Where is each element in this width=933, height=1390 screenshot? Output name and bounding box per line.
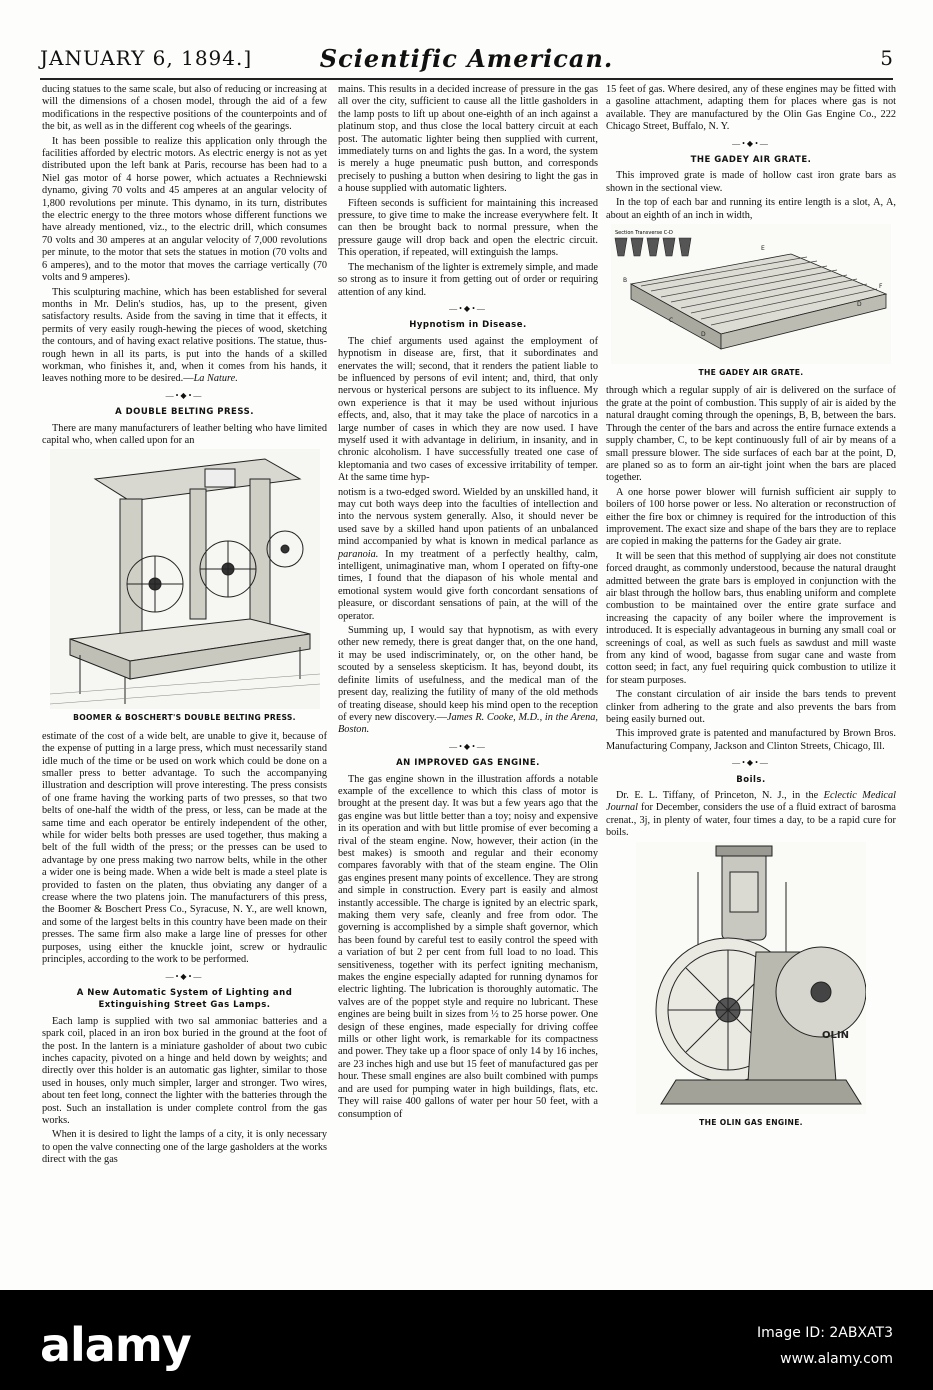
flywheel-lettering: OLIN [822, 1029, 849, 1041]
gas-engine-paragraph: 15 feet of gas. Where desired, any of these engines may be fitted with a gasoline attachment, adapting them for places where gas is not available. They are manufactured by the Olin Gas Engine Co., 222 Chicago Street, Buffalo, N. Y. [606, 84, 896, 133]
svg-text:B: B [623, 277, 628, 285]
section-ornament: —•◆•— [449, 303, 487, 313]
section-ornament: —•◆•— [165, 390, 204, 400]
hypnotism-heading: Hypnotism in Disease. [409, 320, 527, 331]
page-number: 5 [880, 46, 893, 70]
hypnotism-paragraph [338, 487, 598, 623]
author-citation: James R. Cooke, M.D., in the Arena, Boston. [338, 711, 598, 736]
column-1 [42, 84, 327, 1169]
lamps-paragraph: When it is desired to light the lamps of a city, it is only necessary to open the valve connecting one of the large gasholders at the works direct with the gas [42, 1129, 327, 1166]
belting-press-illustration [50, 449, 320, 709]
footer-credit [757, 1320, 893, 1372]
boils-text: for December, considers the use of a fluid extract of barosma crenat., 3j, in plenty of water, four times a day, to be a rapid cure for boils. [606, 802, 896, 839]
belting-heading: A DOUBLE BELTING PRESS. [115, 407, 254, 418]
svg-text:D: D [701, 331, 706, 339]
section-ornament: —•◆•— [732, 758, 770, 768]
column-2 [338, 84, 598, 1123]
sculpture-paragraph [42, 287, 327, 386]
sculpture-paragraph: It has been possible to realize this application only through the facilities afforded by electric motors. As electric energy is not as yet distributed upon the left bank at Paris, recourse has been had to a Niel gas motor of 4 horse power, which actuates a Rechniewski dynamo, giving 70 volts and 45 amperes at an angular velocity of 1,800 revolutions per minute. This dynamo, in its turn, distributes the electric energy to the three motors whose different functions we have already mentioned, viz., to the electric drill, which consumes 70 volts and 30 amperes at an angular velocity of 7,000 revolutions per minute, to the motor that sets the statues in motion (70 volts and 6 amperes), and to the motor that moves the carriage vertically (70 volts and 9 amperes). [42, 135, 327, 284]
grate-caption: THE GADEY AIR GRATE. [698, 368, 804, 378]
grate-paragraph: The constant circulation of air inside the bars tends to prevent clinker from adhering to the grate and also prevents the bars from being easily burned out. [606, 689, 896, 726]
boils-text: Dr. E. L. Tiffany, of Princeton, N. J., in the [616, 790, 819, 802]
sculpture-text: This sculpturing machine, which has been established for several months in Mr. Delin's studios, has, up to the present, given satisfactory results. Aside from the saving in time that it effects, it permits of very easily rough-hewing the pieces of wood, sketching the contours, and of having exact relative positions. The statue, thus-rough hewn in all its parts, is put into the hands of a skilled workman, who finishes it, and, when it comes from his hands, it leaves nothing more to be desired.— [42, 286, 327, 385]
engine-caption: THE OLIN GAS ENGINE. [699, 1117, 803, 1127]
lamps-paragraph: Each lamp is supplied with two sal ammoniac batteries and a spark coil, placed in an iron box buried in the ground at the foot of the post. In the lantern is a miniature gasholder of about two cubic inches capacity, pivoted on a hinge and held down by weights; and directly over this holder is an automatic gas lighter, similar to those used in houses, only much simpler, larger and stronger. Two wires, about ten feet long, connect the lighter with the batteries through the post. Such an installation is under complete control from the gas works. [42, 1015, 327, 1126]
gas-engine-paragraph: The gas engine shown in the illustration affords a notable example of the excellence to which this class of motor is brought at the present day. It was but a few years ago that the gas engine was but little better than a toy; noisy and expensive in its operation and with but little promise of ever becoming a rival of the steam engine. Now, however, their action (in the best makes) is smooth and regular and their economy compares favorably with that of the steam engine. The Olin gas engines present many points of excellence. They are strong and simple in construction. Every part is easily and almost instantly accessible. The charge is ignited by an electric spark, making them very safe, cleanly and free from odor. The governing is accomplished by a simple shaft governor, which has been found by careful test to easily control the speed with a variation of but 2 per cent from full load to no load. This sensitiveness, together with its perfect igniting mechanism, makes the engine especially adapted for running dynamos for electric lighting. The lubrication is thoroughly automatic. The valves are of the poppet style and require no lubricant. These engines are being built in sizes from ½ to 25 horse power. One design of these engines, made especially for driving coffee mills or other light work, is remarkable for its compactness and power. They take up a floor space of only 14 by 16 inches, are 23 inches high and use but 15 feet of manufactured gas per hour. These small engines are also built combined with pumps and are used for pumping water in high buildings, flats, etc. They will raise 400 gallons of water per hour 50 feet, with a consumption of [338, 773, 599, 1120]
svg-text:C: C [669, 317, 674, 325]
boils-paragraph [606, 790, 896, 840]
sculpture-paragraph: ducing statues to the same scale, but also of reducing or increasing at will the dimensions of a chosen model, through the aid of a few modifications in the respective positions of the counterpoints and of the bit, as well as in the different cog wheels of the gearings. [42, 84, 327, 133]
masthead-rule [40, 78, 893, 80]
section-ornament: —•◆•— [732, 138, 770, 148]
belting-paragraph: There are many manufacturers of leather belting who have limited capital who, when called upon for an [42, 422, 327, 446]
gadey-grate-illustration [611, 224, 891, 364]
masthead [40, 44, 893, 74]
site-url: www.alamy.com [780, 1351, 893, 1367]
hypnotism-text: notism is a two-edged sword. Wielded by an unskilled hand, it may cut both ways deep into the faculties of intellection and into the nervous system generally. Also, it should never be used save by a skilled hand upon patients of an unbalanced mind accompanied by what is known in medical parlance as [338, 486, 598, 548]
olin-engine-illustration [636, 842, 866, 1114]
boils-heading: Boils. [736, 774, 766, 785]
section-label: Section Transverse C-D [615, 230, 673, 237]
gas-engine-heading: AN IMPROVED GAS ENGINE. [396, 758, 540, 769]
image-id: Image ID: 2ABXAT3 [756, 1325, 893, 1341]
paranoia-term: paranoia. [338, 548, 379, 560]
grate-paragraph: This improved grate is patented and manufactured by Brown Bros. Manufacturing Company, Jackson and Clinton Streets, Chicago, Ill. [606, 728, 896, 752]
grate-paragraph: It will be seen that this method of supplying air does not constitute forced draught, as commonly understood, because the natural draught admitted between the grate bars is employed in conjunction with the air blast through the hollow bars, thus enabling uniform and complete combustion to be maintained over the entire grate surface and increasing the capacity of any boiler where the improvement is introduced. It is especially advantageous in burning any small coal or screenings of coal, as well as such fuels as sawdust and mill waste from any kind of wood, bagasse from sugar cane and waste from cotton seed; in fact, any fuel requiring quick combustion to utilize it for steam purposes. [606, 550, 896, 686]
svg-text:E: E [761, 245, 765, 253]
source-citation: La Nature. [193, 373, 238, 385]
column-3 [606, 84, 896, 1135]
grate-paragraph: through which a regular supply of air is delivered on the surface of the grate at the point of combustion. This supply of air is aided by the natural draught coming through the openings, B, B, between the bars. Through the center of the bars and across the entire furnace extends a supply chamber, C, to be kept continuously full of air by means of a small pressure blower. The side surfaces of each bar at the point, D, are planed so as to form an air-tight joint when the bars are placed together. [606, 385, 896, 484]
svg-text:F: F [879, 283, 883, 291]
issue-date: JANUARY 6, 1894.] [40, 46, 253, 70]
grate-heading: THE GADEY AIR GRATE. [690, 155, 812, 166]
lamps-paragraph: The mechanism of the lighter is extremely simple, and made so strong as to insure it from getting out of order or requiring attention of any kind. [338, 261, 598, 298]
grate-paragraph: This improved grate is made of hollow cast iron grate bars as shown in the sectional view. [606, 170, 896, 194]
hypnotism-text: In my treatment of a perfectly healthy, calm, intelligent, unimaginative man, whom I operated on fifty-one times, I found that the diapason of his whole mental and emotional system would give forth concordant sensations of pleasure, or discordant sensations of pain, at the will of the operator. [338, 548, 598, 622]
section-ornament: —•◆•— [449, 741, 487, 751]
lamps-heading: A New Automatic System of Lighting and Extinguishing Street Gas Lamps. [76, 987, 293, 1011]
journal-name: Eclectic Medical Journal [606, 790, 897, 814]
lamps-paragraph: Fifteen seconds is sufficient for maintaining this increased pressure, to give time to make the increase everywhere felt. It can then be brought back to normal pressure, when the pressure gauge will drop back and open the electric circuit. This operation, if repeated, will extinguish the lamps. [338, 197, 598, 259]
hypnotism-text: Summing up, I would say that hypnotism, as with every other new remedy, there is great danger that, on the one hand, it may be used indiscriminately, or, on the other hand, be scouted by a senseless skepticism. It has, beyond doubt, its definite limits of usefulness, and the medical man of the present day, realizing the futility of many of the old methods of treating disease, should keep his mind open to the reception of every new discovery.— [338, 625, 598, 723]
belting-caption: BOOMER & BOSCHERT'S DOUBLE BELTING PRESS. [73, 713, 296, 723]
grate-paragraph: A one horse power blower will furnish sufficient air supply to boilers of 100 horse power or less. No alteration or reconstruction of either the fire box or chimney is required for the introduction of this improvement. The exact size and shape of the bars they are to replace are copied in making the patterns for the Gadey air grate. [606, 486, 896, 548]
belting-paragraph: estimate of the cost of a wide belt, are unable to give it, because of the expense of putting in a large press, which must necessarily stand idle much of the time or be used on work which could be done on a smaller press to better advantage. To such the accompanying illustration and description will prove interesting. The press consists of one frame having the working parts of two presses, so that two belts of one-half the width of the press, or less, can be made at the same time and each operator be entirely independent of the other, while for wider belts both presses are used together, thus making a belt of the full width of the press; or the presses can be used to advantage by one press making two narrow belts, while in the other a wider one is being made. When a wide belt is made a steel plate is provided to fasten on the platen, thus obviating any danger of a crease where the two platens join. The manufacturers of this press, the Boomer & Boschert Press Co., Syracuse, N. Y., are well known, and some of the largest belts in this country have been made on their presses. The same firm also make a large line of presses for other purposes, using either the knuckle joint, screw or hydraulic principles, according to the work to be performed. [42, 730, 327, 966]
section-ornament: —•◆•— [165, 971, 204, 981]
svg-text:D: D [857, 301, 862, 309]
hypnotism-paragraph [338, 625, 598, 737]
publication-title: Scientific American. [319, 44, 614, 73]
lamps-paragraph: mains. This results in a decided increase of pressure in the gas all over the city, sufficient to cause all the little gasholders in the lamp posts to lift up about one-eighth of an inch against a platinum stop, and thus close the local battery circuit at each post. The automatic lighter being then supplied with current, immediately turns on and lights the gas. In a word, the system is merely a huge pneumatic push button, and corresponds precisely to pushing a button when desiring to light the gas in a house supplied with automatic lighters. [338, 84, 598, 195]
hypnotism-paragraph: The chief arguments used against the employment of hypnotism in disease are, first, that it subordinates and enervates the will; second, that it renders the patient liable to be influenced by persons of evil intent; and, third, that only nervous or hysterical persons are subject to its influence. My own experience is that it may be used without injurious effects, and, also, that it may take the place of narcotics in a large number of cases in which they are now used. I have myself used it with advantage in delirium, in insanity, and in chronic alcoholism. I have successfully treated one case of kleptomania and two cases of excessive irritability of temper. At the same time hyp- [338, 335, 598, 484]
grate-paragraph: In the top of each bar and running its entire length is a slot, A, A, about an eighth of an inch in width, [606, 197, 896, 221]
alamy-logo: alamy [40, 1318, 191, 1372]
